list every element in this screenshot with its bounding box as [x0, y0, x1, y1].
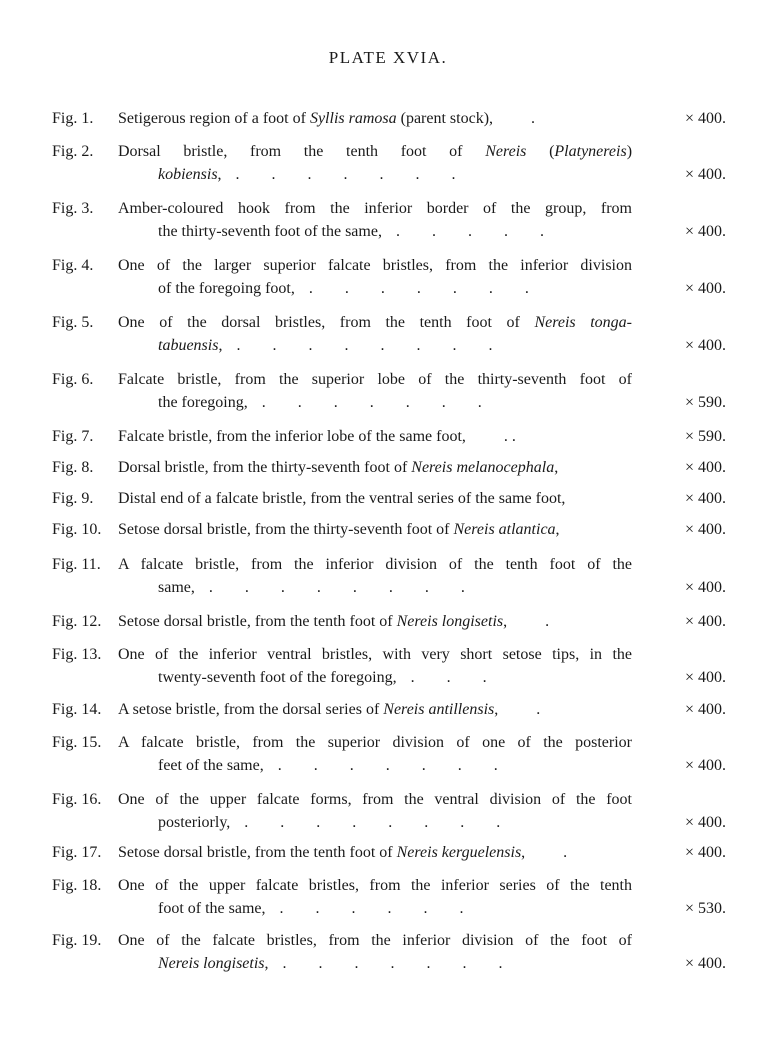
magnification: × 400.: [684, 955, 726, 972]
magnification: × 400.: [684, 814, 726, 831]
caption-text: ): [626, 143, 633, 160]
magnification: × 400.: [684, 223, 726, 240]
species-name: Nereis: [485, 143, 527, 160]
caption-line: [52, 487, 732, 510]
caption-line: [52, 518, 732, 541]
caption-text: Distal end of a falcate bristle, from the ventral series of the same foot,: [118, 490, 566, 507]
caption-text: One of the falcate bristles, from the inferior division of the foot of: [118, 932, 632, 949]
magnification: × 400.: [684, 613, 726, 630]
caption-text: the thirty-seventh foot of the same,: [158, 223, 382, 240]
magnification: × 400.: [684, 844, 726, 861]
species-name: Nereis atlantica: [453, 521, 556, 538]
leader-dots: . . . . . . .: [282, 955, 503, 972]
figure-number: Fig. 13.: [52, 646, 102, 663]
leader-dots: . . . . . .: [279, 900, 464, 917]
caption-text: One of the upper falcate forms, from the ventral division of the foot: [118, 791, 632, 808]
figure-number: Fig. 17.: [52, 844, 102, 861]
figure-entry: [52, 140, 732, 186]
caption-text: feet of the same,: [158, 757, 264, 774]
caption-text: One of the inferior ventral bristles, with very short setose tips, in the: [118, 646, 632, 663]
figure-entry: [52, 518, 732, 541]
magnification: × 400.: [684, 459, 726, 476]
leader-dots: . . . . .: [395, 223, 544, 240]
figure-number: Fig. 9.: [52, 490, 94, 507]
caption-text: Setigerous region of a foot of: [118, 110, 310, 127]
figure-entry: [52, 311, 732, 357]
caption-line: [52, 731, 732, 754]
caption-line: [52, 788, 732, 811]
figure-entry: [52, 107, 732, 130]
species-name: Nereis kerguelensis: [396, 844, 522, 861]
caption-line: [52, 841, 732, 864]
magnification: × 590.: [684, 428, 726, 445]
figure-entry: [52, 487, 732, 510]
leader-dots: . . .: [410, 669, 487, 686]
figure-entry: [52, 553, 732, 599]
species-name: Nereis longisetis: [396, 613, 504, 630]
caption-text: Amber-coloured hook from the inferior border of the group, from: [118, 200, 632, 217]
magnification: × 400.: [684, 579, 726, 596]
species-name: Nereis melanocephala: [411, 459, 555, 476]
figure-entry: [52, 368, 732, 414]
caption-line: [52, 811, 732, 834]
species-name: Nereis tonga-: [534, 314, 633, 331]
caption-text: Falcate bristle, from the superior lobe of the thirty-seventh foot of: [118, 371, 632, 388]
figure-number: Fig. 16.: [52, 791, 102, 808]
caption-text: Dorsal bristle, from the tenth foot of: [118, 143, 486, 160]
caption-line: [52, 107, 732, 130]
magnification: × 400.: [684, 337, 726, 354]
figure-entry: [52, 254, 732, 300]
figure-number: Fig. 1.: [52, 110, 94, 127]
caption-line: [52, 311, 732, 334]
figure-number: Fig. 14.: [52, 701, 102, 718]
caption-text: ,: [217, 166, 222, 183]
species-name: Platynereis: [554, 143, 627, 160]
caption-text: the foregoing,: [158, 394, 248, 411]
figure-entry: [52, 643, 732, 689]
figure-entry: [52, 425, 732, 448]
caption-text: (: [526, 143, 555, 160]
magnification: × 400.: [684, 521, 726, 538]
caption-text: of the foregoing foot,: [158, 280, 295, 297]
caption-line: [52, 897, 732, 920]
leader-dots: .: [531, 110, 536, 127]
caption-line: [52, 698, 732, 721]
leader-dots: . . . . . . . .: [208, 579, 465, 596]
caption-text: posteriorly,: [158, 814, 231, 831]
figure-number: Fig. 4.: [52, 257, 94, 274]
figure-entry: [52, 788, 732, 834]
leader-dots: . . . . . . .: [235, 166, 456, 183]
figure-number: Fig. 3.: [52, 200, 94, 217]
caption-line: [52, 220, 732, 243]
caption-line: [52, 643, 732, 666]
caption-text: Setose dorsal bristle, from the thirty-seventh foot of: [118, 521, 454, 538]
species-name: Syllis ramosa: [309, 110, 397, 127]
caption-text: foot of the same,: [158, 900, 266, 917]
figure-entry: [52, 929, 732, 975]
caption-text: (parent stock),: [396, 110, 494, 127]
caption-text: ,: [503, 613, 508, 630]
leader-dots: .: [536, 701, 541, 718]
leader-dots: . . . . . . . .: [236, 337, 493, 354]
caption-text: Setose dorsal bristle, from the tenth foot of: [118, 613, 397, 630]
caption-line: [52, 163, 732, 186]
figure-number: Fig. 6.: [52, 371, 94, 388]
figure-number: Fig. 8.: [52, 459, 94, 476]
figure-number: Fig. 19.: [52, 932, 102, 949]
figure-number: Fig. 7.: [52, 428, 94, 445]
caption-text: One of the upper falcate bristles, from the inferior series of the tenth: [118, 877, 632, 894]
leader-dots: . . . . . . .: [277, 757, 498, 774]
caption-line: [52, 666, 732, 689]
leader-dots: .: [563, 844, 568, 861]
figure-entry: [52, 197, 732, 243]
magnification: × 400.: [684, 280, 726, 297]
caption-line: [52, 254, 732, 277]
caption-text: same,: [158, 579, 195, 596]
caption-text: ,: [218, 337, 223, 354]
leader-dots: .: [545, 613, 550, 630]
caption-line: [52, 391, 732, 414]
figure-entry: [52, 456, 732, 479]
magnification: × 400.: [684, 669, 726, 686]
leader-dots: . .: [503, 428, 516, 445]
magnification: × 400.: [684, 490, 726, 507]
page-title: PLATE XVIA.: [328, 48, 448, 67]
caption-line: [52, 610, 732, 633]
caption-line: [52, 277, 732, 300]
magnification: × 590.: [684, 394, 726, 411]
figure-number: Fig. 5.: [52, 314, 94, 331]
species-name: tabuensis: [158, 337, 219, 354]
figure-number: Fig. 10.: [52, 521, 102, 538]
leader-dots: . . . . . . . .: [244, 814, 501, 831]
figure-number: Fig. 12.: [52, 613, 102, 630]
figure-entry: [52, 731, 732, 777]
figure-entry: [52, 841, 732, 864]
caption-line: [52, 425, 732, 448]
caption-text: twenty-seventh foot of the foregoing,: [158, 669, 397, 686]
caption-line: [52, 874, 732, 897]
figure-entry: [52, 874, 732, 920]
caption-text: A setose bristle, from the dorsal series of: [118, 701, 384, 718]
magnification: × 400.: [684, 701, 726, 718]
caption-line: [52, 754, 732, 777]
species-name: Nereis longisetis: [158, 955, 265, 972]
caption-line: [52, 576, 732, 599]
species-name: kobiensis: [158, 166, 218, 183]
caption-line: [52, 334, 732, 357]
caption-text: ,: [555, 521, 560, 538]
figure-number: Fig. 18.: [52, 877, 102, 894]
leader-dots: . . . . . . .: [261, 394, 482, 411]
caption-text: Dorsal bristle, from the thirty-seventh foot of: [118, 459, 412, 476]
figure-entry: [52, 698, 732, 721]
caption-line: [52, 553, 732, 576]
caption-text: One of the dorsal bristles, from the tenth foot of: [118, 314, 535, 331]
magnification: × 400.: [684, 166, 726, 183]
species-name: Nereis antillensis: [383, 701, 495, 718]
figure-number: Fig. 2.: [52, 143, 94, 160]
caption-line: [52, 929, 732, 952]
magnification: × 400.: [684, 110, 726, 127]
magnification: × 530.: [684, 900, 726, 917]
caption-text: ,: [494, 701, 499, 718]
caption-text: ,: [554, 459, 559, 476]
figure-entry: [52, 610, 732, 633]
caption-text: One of the larger superior falcate bristles, from the inferior division: [118, 257, 632, 274]
caption-line: [52, 952, 732, 975]
caption-line: [52, 140, 732, 163]
caption-text: ,: [264, 955, 269, 972]
caption-line: [52, 368, 732, 391]
figure-number: Fig. 11.: [52, 556, 101, 573]
caption-line: [52, 456, 732, 479]
caption-text: A falcate bristle, from the superior division of one of the posterior: [118, 734, 632, 751]
leader-dots: . . . . . . .: [308, 280, 529, 297]
caption-text: A falcate bristle, from the inferior division of the tenth foot of the: [118, 556, 632, 573]
caption-text: Falcate bristle, from the inferior lobe of the same foot,: [118, 428, 466, 445]
caption-text: ,: [521, 844, 526, 861]
caption-text: Setose dorsal bristle, from the tenth foot of: [118, 844, 397, 861]
figure-number: Fig. 15.: [52, 734, 102, 751]
caption-line: [52, 197, 732, 220]
magnification: × 400.: [684, 757, 726, 774]
